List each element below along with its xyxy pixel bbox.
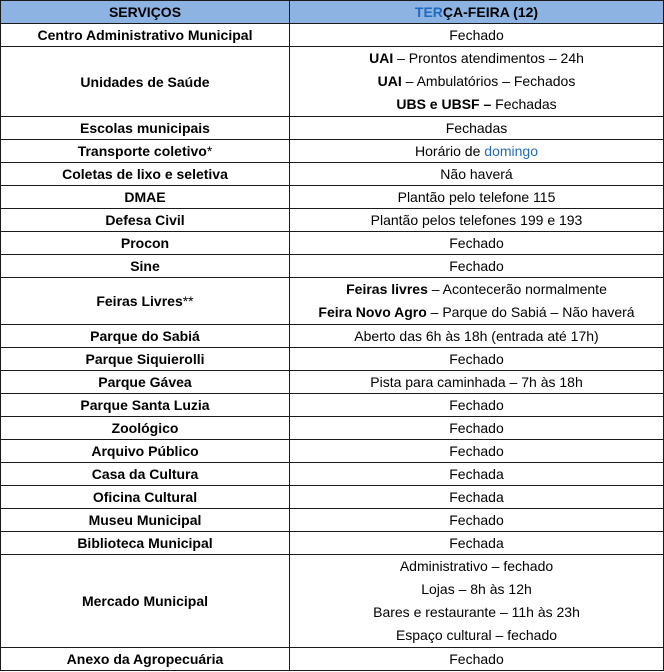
status-line: Lojas – 8h às 12h [421, 581, 532, 597]
table-row [1, 278, 664, 325]
status-line-bold: UAI [377, 73, 402, 89]
service-name: Centro Administrativo Municipal [1, 24, 290, 47]
service-name: Parque Gávea [1, 371, 290, 394]
service-status [290, 555, 664, 648]
table-row [1, 555, 664, 648]
status-text: Horário de [415, 143, 485, 159]
header-row [1, 1, 664, 24]
service-name: Casa da Cultura [1, 463, 290, 486]
table-row [1, 417, 664, 440]
service-status [290, 140, 664, 163]
service-name: Zoológico [1, 417, 290, 440]
service-name-text: Feiras Livres [96, 293, 183, 309]
service-name: Parque Santa Luzia [1, 394, 290, 417]
table-row [1, 117, 664, 140]
service-name: Defesa Civil [1, 209, 290, 232]
table-row [1, 140, 664, 163]
table-row [1, 532, 664, 555]
status-line [294, 93, 659, 116]
service-status [290, 278, 664, 325]
service-name: Museu Municipal [1, 509, 290, 532]
service-status: Fechado [290, 348, 664, 371]
service-name: Anexo da Agropecuária [1, 648, 290, 671]
table-row [1, 47, 664, 117]
status-line [294, 47, 659, 70]
status-line: Espaço cultural – fechado [395, 627, 558, 643]
service-status: Fechado [290, 394, 664, 417]
table-row [1, 486, 664, 509]
service-name: Arquivo Público [1, 440, 290, 463]
table-row [1, 648, 664, 671]
table-row [1, 325, 664, 348]
table-row [1, 509, 664, 532]
service-status: Fechado [290, 648, 664, 671]
service-name: Procon [1, 232, 290, 255]
table-row [1, 394, 664, 417]
service-status: Fechado [290, 232, 664, 255]
service-status: Fechado [290, 509, 664, 532]
service-status: Não haverá [290, 163, 664, 186]
service-name-text: Transporte coletivo [77, 143, 207, 159]
service-name: Escolas municipais [1, 117, 290, 140]
footnote-mark: * [206, 143, 213, 159]
service-name: Mercado Municipal [1, 555, 290, 648]
service-status: Aberto das 6h às 18h (entrada até 17h) [290, 325, 664, 348]
header-day-highlight: TER [414, 4, 443, 20]
service-name: Parque do Sabiá [1, 325, 290, 348]
status-line-text: – Ambulatórios – Fechados [401, 73, 576, 89]
status-line [294, 70, 659, 93]
footnote-mark: ** [182, 293, 194, 309]
schedule-link[interactable]: domingo [484, 143, 538, 159]
header-day-rest: ÇA-FEIRA (12) [442, 4, 539, 20]
service-status: Plantão pelo telefone 115 [290, 186, 664, 209]
status-line [294, 278, 659, 301]
status-line-text: Fechadas [491, 96, 557, 112]
service-name [1, 140, 290, 163]
table-row [1, 371, 664, 394]
service-status [290, 47, 664, 117]
status-line-bold: UAI [369, 50, 394, 66]
status-line: Administrativo – fechado [399, 558, 554, 574]
table-row [1, 348, 664, 371]
service-status: Fechada [290, 486, 664, 509]
service-status: Fechada [290, 463, 664, 486]
header-day [290, 1, 664, 24]
service-name: Oficina Cultural [1, 486, 290, 509]
service-name: Parque Siquierolli [1, 348, 290, 371]
service-status: Fechado [290, 24, 664, 47]
service-name: Unidades de Saúde [1, 47, 290, 117]
status-line-bold: UBS e UBSF – [396, 96, 492, 112]
table-row [1, 463, 664, 486]
service-status: Pista para caminhada – 7h às 18h [290, 371, 664, 394]
service-name [1, 278, 290, 325]
service-name: DMAE [1, 186, 290, 209]
table-row [1, 24, 664, 47]
service-status: Fechado [290, 417, 664, 440]
status-line-text: – Acontecerão normalmente [427, 281, 607, 297]
table-row [1, 163, 664, 186]
status-line: Bares e restaurante – 11h às 23h [373, 604, 580, 620]
service-name: Biblioteca Municipal [1, 532, 290, 555]
header-services: SERVIÇOS [1, 1, 290, 24]
service-status: Fechadas [290, 117, 664, 140]
table-row [1, 186, 664, 209]
table-row [1, 209, 664, 232]
table-row [1, 232, 664, 255]
status-line-bold: Feiras livres [346, 281, 428, 297]
table-row [1, 255, 664, 278]
status-line-text: – Parque do Sabiá – Não haverá [426, 304, 635, 320]
service-status: Fechada [290, 532, 664, 555]
table-row [1, 440, 664, 463]
service-name: Coletas de lixo e seletiva [1, 163, 290, 186]
service-status: Plantão pelos telefones 199 e 193 [290, 209, 664, 232]
status-line-text: – Prontos atendimentos – 24h [393, 50, 584, 66]
status-line [294, 301, 659, 324]
status-line-bold: Feira Novo Agro [318, 304, 427, 320]
service-name: Sine [1, 255, 290, 278]
service-status: Fechado [290, 440, 664, 463]
service-status: Fechado [290, 255, 664, 278]
